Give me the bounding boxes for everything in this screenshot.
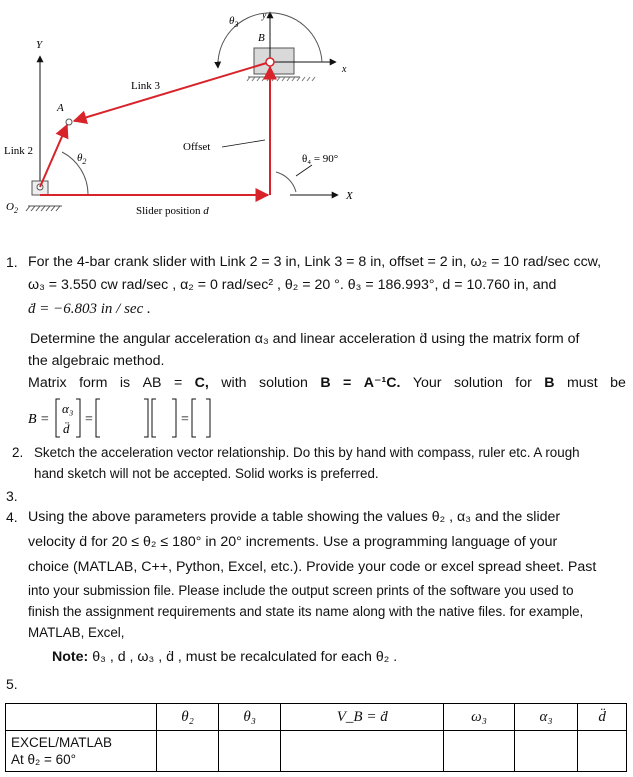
word: form xyxy=(79,375,108,391)
slider-ground xyxy=(247,77,315,81)
col-header-ddot: d̈ xyxy=(578,704,627,731)
joint-a xyxy=(66,119,72,125)
problem4-line3: choice (MATLAB, C++, Python, Excel, etc.). Provide your code or excel spread sheet. Past xyxy=(28,559,597,575)
link2-line xyxy=(40,125,67,187)
problem4-number: 4. xyxy=(6,509,18,525)
note-text: θ₃ , d , ω₃ , ḋ , must be recalculated for each θ₂ . xyxy=(88,649,398,665)
link2-label: Link 2 xyxy=(4,145,34,157)
problem5-number: 5. xyxy=(6,676,18,692)
row-label-cell xyxy=(6,731,157,772)
problem4-note xyxy=(52,647,397,667)
problem1-line5: the algebraic method. xyxy=(28,353,165,369)
offset-label: Offset xyxy=(183,141,211,153)
table-corner-cell xyxy=(6,704,157,731)
col-header-omega3: ω₃ xyxy=(444,704,515,731)
note-label: Note: xyxy=(52,649,89,665)
col-header-vb: V_B = ḋ xyxy=(281,704,444,731)
word: with xyxy=(221,375,247,391)
row-label-line2: At θ₂ = 60° xyxy=(11,752,77,767)
problem4-line1: Using the above parameters provide a table showing the values θ₂ , α₃ and the slider xyxy=(28,509,561,525)
theta3-label: $\theta_3$ xyxy=(229,15,239,29)
table-cell[interactable] xyxy=(578,731,627,772)
word: must xyxy=(566,375,598,391)
word: for xyxy=(515,375,532,391)
col-header-alpha3: α₃ xyxy=(514,704,577,731)
matrix-bottom: d̈ xyxy=(63,421,70,436)
bracket xyxy=(152,399,156,437)
theta4-leader xyxy=(296,165,312,176)
bracket xyxy=(172,399,176,437)
matrix-eq: = xyxy=(181,412,189,427)
bracket xyxy=(56,399,60,437)
table-header-row xyxy=(6,704,627,731)
word: = xyxy=(173,375,183,391)
problem1-line3: ḋ = −6.803 in / sec . xyxy=(28,301,151,317)
word: C, xyxy=(194,375,209,391)
link3-line xyxy=(74,62,270,121)
word: B xyxy=(544,375,555,391)
col-header-theta2: θ₂ xyxy=(157,704,219,731)
word: = xyxy=(343,375,352,391)
word: B xyxy=(320,375,331,391)
table-cell[interactable] xyxy=(219,731,281,772)
problem4-line4: into your submission file. Please include the output screen prints of the software you used to xyxy=(28,583,574,598)
bracket xyxy=(96,399,100,437)
results-table xyxy=(5,703,627,772)
word: solution xyxy=(258,375,308,391)
problem4-line6: MATLAB, Excel, xyxy=(28,625,125,640)
word: solution xyxy=(453,375,503,391)
word: Matrix xyxy=(28,375,67,391)
slider-position-label: Slider position d xyxy=(136,205,209,217)
local-x-label: x xyxy=(342,64,347,75)
table-cell[interactable] xyxy=(281,731,444,772)
matrix-top: α₃ xyxy=(62,401,74,416)
problem3-number: 3. xyxy=(6,488,18,504)
joint-b xyxy=(266,58,274,66)
problem1-line4: Determine the angular acceleration α₃ and linear acceleration d̈ using the matrix form of xyxy=(30,331,580,347)
theta4-label: θ₄ = 90° xyxy=(302,153,339,165)
bracket xyxy=(192,399,196,437)
crank-slider-diagram xyxy=(0,0,633,240)
col-header-theta3: θ₃ xyxy=(219,704,281,731)
problem1-line2: ω₃ = 3.550 cw rad/sec , α₂ = 0 rad/sec² , θ₂ = 20 °. θ₃ = 186.993°, d = 10.760 in, and xyxy=(28,277,557,293)
problem2-line1: Sketch the acceleration vector relationship. Do this by hand with compass, ruler etc. A rough xyxy=(34,445,580,460)
word: be xyxy=(610,375,626,391)
row-label-line1: EXCEL/MATLAB xyxy=(11,735,113,750)
table-cell[interactable] xyxy=(444,731,515,772)
table-cell[interactable] xyxy=(514,731,577,772)
offset-leader xyxy=(222,140,265,147)
link3-label: Link 3 xyxy=(131,80,161,92)
bracket xyxy=(206,399,210,437)
matrix-expression xyxy=(28,396,218,440)
word: A⁻¹C. xyxy=(363,375,401,391)
problem1-number: 1. xyxy=(6,254,18,270)
problem2-line2: hand sketch will not be accepted. Solid works is preferred. xyxy=(34,466,379,481)
word: Your xyxy=(412,375,442,391)
matrix-lhs: B = xyxy=(28,412,50,427)
matrix-eq: = xyxy=(85,412,93,427)
bracket xyxy=(144,399,148,437)
problem1-line6 xyxy=(28,373,626,393)
table-row xyxy=(6,731,627,772)
word: is xyxy=(119,375,131,391)
table-cell[interactable] xyxy=(157,731,219,772)
problem4-line5: finish the assignment requirements and state its name along with the native files. for example, xyxy=(28,604,584,619)
bracket xyxy=(76,399,80,437)
theta4-arc xyxy=(276,172,296,192)
problem2-number: 2. xyxy=(12,445,24,460)
x-axis-label: X xyxy=(346,190,353,202)
problem4-line2: velocity ḋ for 20 ≤ θ₂ ≤ 180° in 20° increments. Use a programming language of your xyxy=(28,534,558,550)
point-b-label: B xyxy=(258,32,265,44)
origin-label: $O_2$ xyxy=(6,201,18,215)
word: AB xyxy=(142,375,162,391)
y-axis-label: Y xyxy=(36,39,43,51)
theta2-label: $\theta_2$ xyxy=(77,152,87,166)
point-a-label: A xyxy=(57,102,64,114)
local-y-label: y xyxy=(262,10,267,21)
problem1-line1: For the 4-bar crank slider with Link 2 = 3 in, Link 3 = 8 in, offset = 2 in, ω₂ = 10 rad/sec ccw, xyxy=(28,254,602,270)
